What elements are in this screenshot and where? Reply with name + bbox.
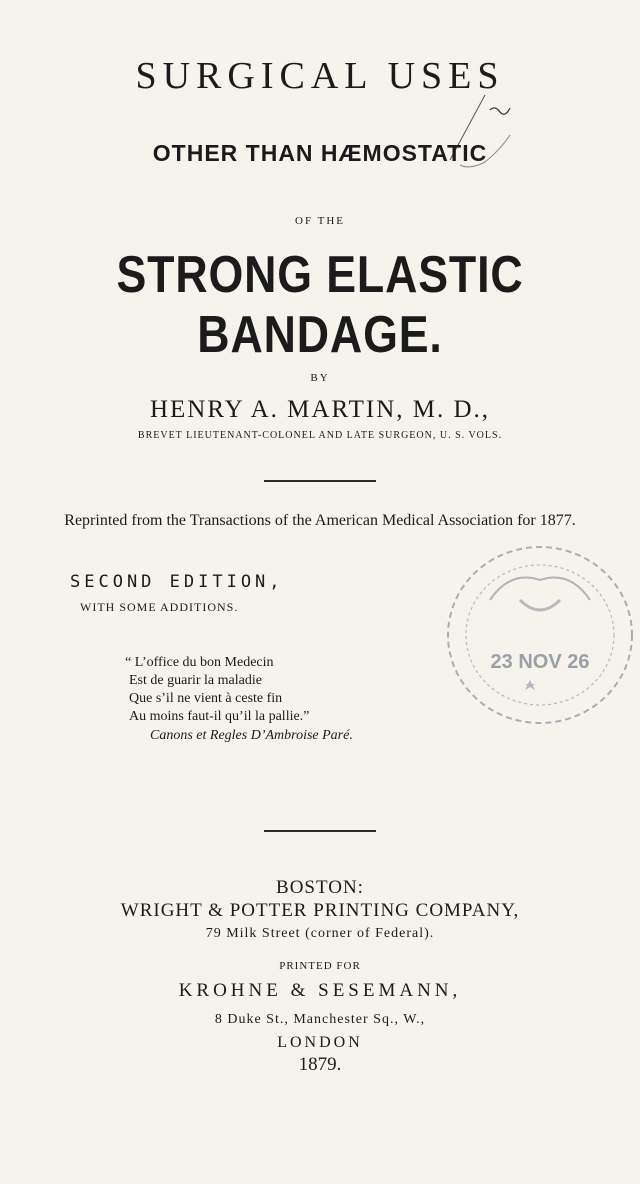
reprint-note: Reprinted from the Transactions of the American Medical Association for 1877. [64,512,576,529]
author-title: BREVET LIEUTENANT-COLONEL AND LATE SURGEON, U. S. VOLS. [137,430,503,441]
epigraph-line: “ L’office du bon Medecin [125,655,274,670]
epigraph-attribution: Canons et Regles D’Ambroise Paré. [150,728,353,743]
author-name: HENRY A. MARTIN, M. D., [149,396,491,423]
imprint-year: 1879. [298,1054,342,1075]
by-label: BY [310,372,330,384]
imprint-publisher: KROHNE & SESEMANN, [178,980,462,1001]
epigraph [125,654,309,726]
imprint-place: LONDON [277,1034,363,1051]
imprint-printed-for: PRINTED FOR [279,960,361,972]
title-connector: OF THE [295,215,345,227]
edition-note: WITH SOME ADDITIONS. [80,600,239,614]
imprint-printer: WRIGHT & POTTER PRINTING COMPANY, [120,900,520,921]
imprint-publisher-address: 8 Duke St., Manchester Sq., W., [214,1012,426,1027]
divider-rule [264,480,376,482]
divider-rule [264,830,376,832]
library-stamp [430,540,640,740]
imprint-printer-address: 79 Milk Street (corner of Federal). [205,926,435,941]
title-line-3: STRONG ELASTIC BANDAGE. [116,246,524,364]
epigraph-line: Au moins faut-il qu’il la pallie.” [129,709,310,724]
stamp-date: 23 NOV 26 [490,651,590,673]
title-line-1: SURGICAL USES [135,55,505,97]
epigraph-line: Est de guarir la maladie [129,673,262,688]
epigraph-line: Que s’il ne vient à ceste fin [129,691,283,706]
edition-label: SECOND EDITION, [70,572,284,592]
imprint-city: BOSTON: [276,877,364,898]
title-line-2: OTHER THAN HÆMOSTATIC [152,140,488,166]
